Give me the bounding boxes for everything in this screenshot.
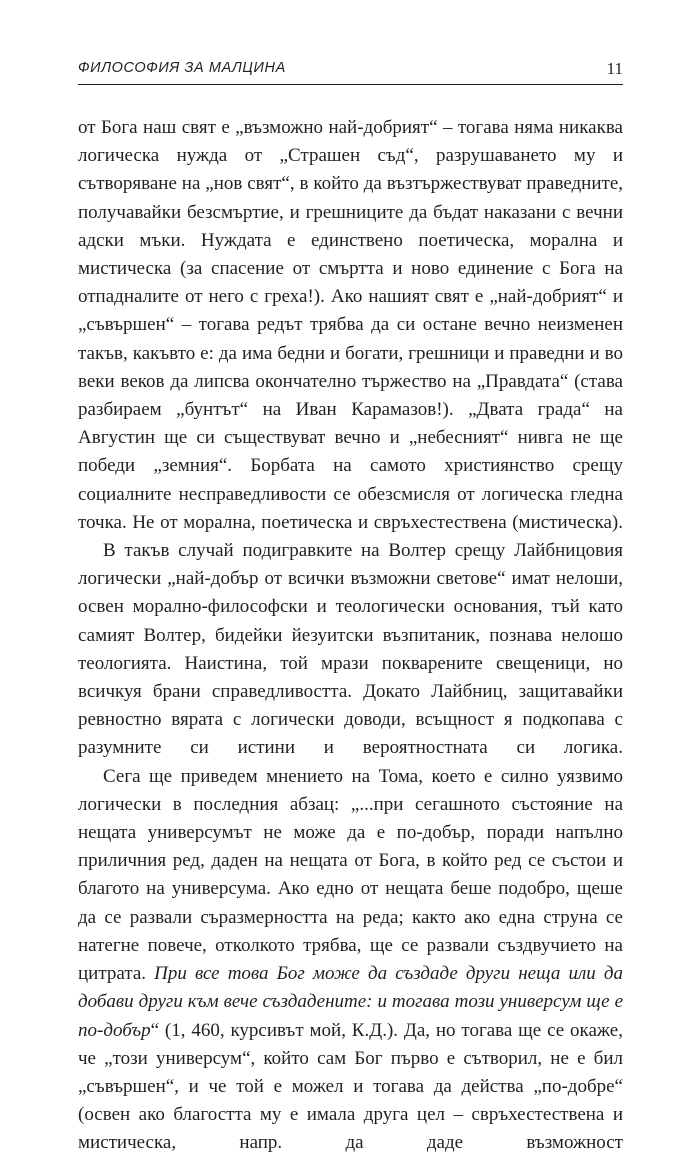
paragraph-1: от Бога наш свят е „възможно най-добрият“ – тогава няма никаква логическа нужда от „Страшен съд“, разрушаването му и сътворяване на „нов свят“, в който да възтържествуват праведните, получавайки безсмъртие, и грешниците да бъдат наказани с вечни адски мъки. Нуждата е единствено поетическа, морална и мистическа (за спасение от смъртта и ново единение с Бога на отпадналите от него с греха!). Ако нашият свят е „най-добрият“ и „съвършен“ – тогава редът трябва да си остане вечно неизменен такъв, какъвто е: да има бедни и богати, грешници и праведни и во веки веков да липсва окончателно тържество на „Правдата“ (става разбираем „бунтът“ на Иван Карамазов!). „Двата града“ на Августин ще си съществуват вечно и „небесният“ нивга не ще победи „земния“. Борбата на самото християнство срещу социалните несправедливости се обезсмисля от логическа гледна точка. Не от морална, поетическа и свръхестествена (мистическа). [78, 117, 623, 533]
body-text [78, 114, 623, 1158]
paragraph-2: В такъв случай подигравките на Волтер срещу Лайбницовия логически „най-добър от всички възможни светове“ имат нелоши, освен морално-философски и теологически основания, тъй като самият Волтер, бидейки йезуитски възпитаник, познава нелошо теологията. Наистина, той мрази покварените свещеници, но всичкуя брани справедливостта. Докато Лайбниц, защитавайки ревностно вярата с логически доводи, всъщност я подкопава с разумните си истини и вероятностната си логика. [78, 540, 623, 759]
running-title: ФИЛОСОФИЯ ЗА МАЛЦИНА [78, 60, 286, 76]
paragraph-3 [78, 763, 623, 1158]
running-header [78, 58, 623, 85]
paragraph-3-text-after: “ (1, 460, курсивът мой, К.Д.). Да, но тогава ще се окаже, че „този универсум“, който сам Бог първо е сътворил, не е бил „съвършен“, и че той е можел и тогава да действа „по-добре“ (освен ако благостта му е имала друга цел – свръхестествена и мистическа, напр. да даде възможност [78, 1019, 623, 1154]
paragraph-3-text-before: Сега ще приведем мнението на Тома, което е силно уязвимо логически в последния абзац: „...при сегашното състояние на нещата универсумът не може да е по-добър, поради напълно приличния ред, даден на нещата от Бога, в който ред се състои и благото на универсума. Ако едно от нещата беше подобро, щеше да се развали съразмерността на реда; както ако една струна се натегне повече, отколкото трябва, ще се развали създвучието на цитрата. [78, 765, 623, 985]
page-number: 11 [606, 59, 623, 78]
paragraph-3-italic-quote: При все това Бог може да създаде други неща или да добави други към вече създадените: и тогава този универсум ще е по-добър [78, 963, 623, 1041]
